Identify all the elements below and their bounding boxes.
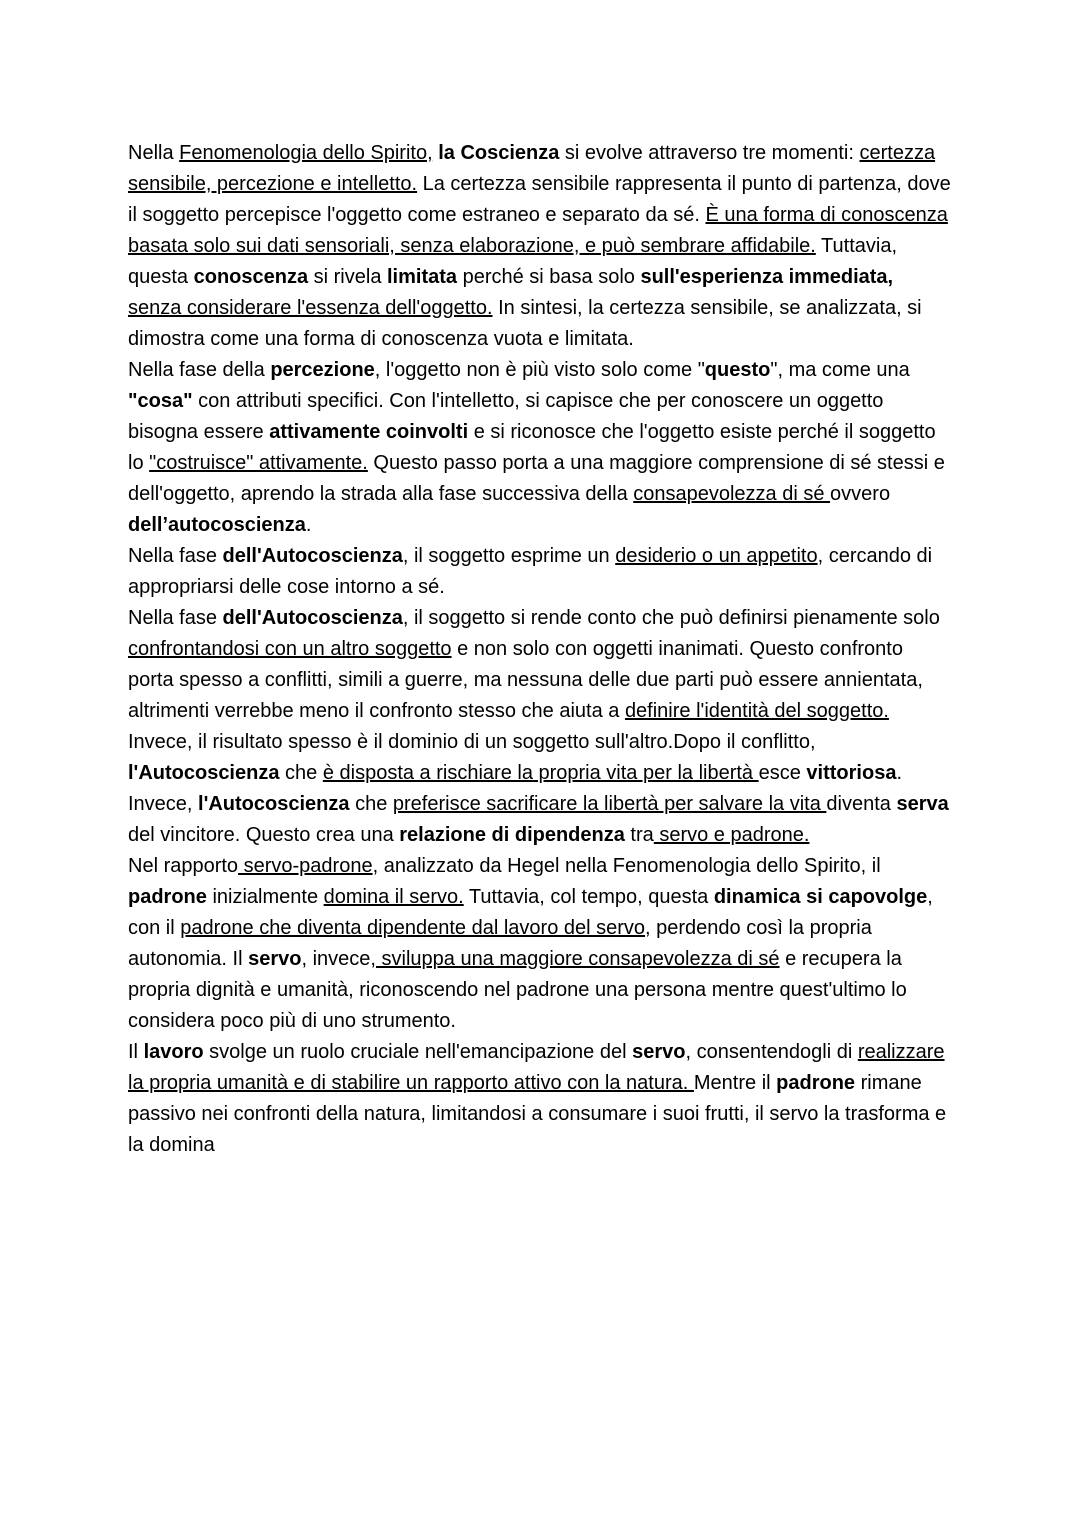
text-run: si evolve attraverso tre momenti: [559,142,860,164]
text-run: conoscenza [193,266,309,288]
text-run: domina il servo. [323,886,464,908]
text-run: ", ma come una [770,359,910,381]
text-run: consapevolezza di sé [633,483,831,505]
text-run: La certezza sensibile rappresenta il punto di partenza, dove il soggetto percepisce l'oggetto come estraneo e separato da sé. [128,173,951,226]
text-run: del vincitore. Questo crea una [128,824,400,846]
text-run: dinamica si capovolge [713,886,928,908]
text-run: , perdendo così la propria autonomia. Il [128,917,872,970]
paragraph [128,851,952,1037]
text-run: "cosa" [128,390,193,412]
text-run: dell’autocoscienza [128,514,306,536]
text-run: che [279,762,323,784]
text-run: sull'esperienza immediata, [640,266,894,288]
paragraph [128,603,952,851]
text-run: con attributi specifici. Con l'intelletto, si capisce che per conoscere un oggetto bisogna essere [128,390,884,443]
text-run: dell'Autocoscienza [222,545,403,567]
paragraph [128,355,952,541]
text-run: padrone che diventa dipendente dal lavoro del servo [180,917,646,939]
text-run: Il [128,1041,144,1063]
text-run: percezione [270,359,375,381]
text-run: , il soggetto esprime un [402,545,616,567]
document-body [128,138,952,1161]
text-run: confrontandosi con un altro soggetto [128,638,452,660]
paragraph [128,1037,952,1161]
text-run: relazione di dipendenza [399,824,625,846]
text-run: , il soggetto si rende conto che può definirsi pienamente solo [402,607,940,629]
text-run: certezza sensibile, percezione e intelletto. [128,142,936,195]
paragraph [128,138,952,355]
text-run: svolge un ruolo cruciale nell'emancipazione del [203,1041,633,1063]
text-run: Fenomenologia dello Spirito, [179,142,433,164]
text-run: l'Autocoscienza [128,762,280,784]
text-run: la Coscienza [438,142,560,164]
text-run: . [305,514,312,536]
text-run: Mentre il [693,1072,777,1094]
text-run: senza considerare l'essenza dell'oggetto. [128,297,493,319]
text-run: desiderio o un appetito [615,545,818,567]
text-run: Invece, il risultato spesso è il dominio di un soggetto sull'altro.Dopo il conflitto, [128,731,816,753]
text-run: attivamente coinvolti [269,421,469,443]
text-run: , con il [128,886,933,939]
text-run: serva [896,793,949,815]
text-run: , invece [301,948,371,970]
text-run: , l'oggetto non è più visto solo come " [374,359,705,381]
text-run: Tuttavia, questa [128,235,897,288]
text-run: Nella fase della [128,359,271,381]
text-run: Tuttavia, col tempo, questa [463,886,714,908]
text-run: limitata [387,266,458,288]
text-run: servo e padrone. [653,824,810,846]
text-run: inizialmente [206,886,324,908]
text-run: e si riconosce che l'oggetto esiste perché il soggetto lo [128,421,936,474]
text-run: , cercando di appropriarsi delle cose intorno a sé. [128,545,933,598]
text-run: tra [624,824,654,846]
text-run: definire l'identità del soggetto. [624,700,889,722]
text-run: . Invece, [128,762,903,815]
text-run: dell'Autocoscienza [222,607,403,629]
text-run: questo [704,359,771,381]
text-run: lavoro [143,1041,204,1063]
text-run: Nella fase [128,545,223,567]
text-run: servo [248,948,302,970]
text-run: e recupera la propria dignità e umanità, riconoscendo nel padrone una persona mentre quest'ultimo lo considera poco più di uno strumento. [128,948,907,1032]
text-run: e non solo con oggetti inanimati. Questo confronto porta spesso a conflitti, simili a guerre, ma nessuna delle due parti può essere annientata, altrimenti verrebbe meno il confronto stesso che aiuta a [128,638,923,722]
text-run: È una forma di conoscenza basata solo sui dati sensoriali, senza elaborazione, e può sembrare affidabile. [128,204,948,257]
text-run: servo-padrone [238,855,373,877]
text-run: , sviluppa una maggiore consapevolezza di sé [370,948,780,970]
text-run: l'Autocoscienza [198,793,350,815]
text-run: Questo passo porta a una maggiore comprensione di sé stessi e dell'oggetto, aprendo la strada alla fase successiva della [128,452,945,505]
text-run: vittoriosa [806,762,897,784]
text-run: è disposta a rischiare la propria vita per la libertà [322,762,759,784]
text-run: ovvero [830,483,891,505]
text-run: , consentendogli di [685,1041,858,1063]
text-run: diventa [826,793,897,815]
text-run: padrone [128,886,207,908]
paragraph [128,541,952,603]
text-run: "costruisce" attivamente. [149,452,368,474]
text-run: esce [758,762,807,784]
text-run: servo [632,1041,686,1063]
text-run: si rivela [308,266,387,288]
text-run: , analizzato da Hegel nella Fenomenologia dello Spirito, il [372,855,881,877]
text-run: perché si basa solo [457,266,641,288]
text-run: Nel rapporto [128,855,239,877]
text-run: rimane passivo nei confronti della natura, limitandosi a consumare i suoi frutti, il servo la trasforma e la domina [128,1072,947,1156]
text-run: Nella fase [128,607,223,629]
text-run: Nella [128,142,180,164]
text-run: realizzare la propria umanità e di stabilire un rapporto attivo con la natura. [128,1041,945,1094]
text-run: padrone [776,1072,856,1094]
text-run: preferisce sacrificare la libertà per salvare la vita [392,793,827,815]
text-run: In sintesi, la certezza sensibile, se analizzata, si dimostra come una forma di conoscenza vuota e limitata. [128,297,922,350]
text-run: che [349,793,393,815]
